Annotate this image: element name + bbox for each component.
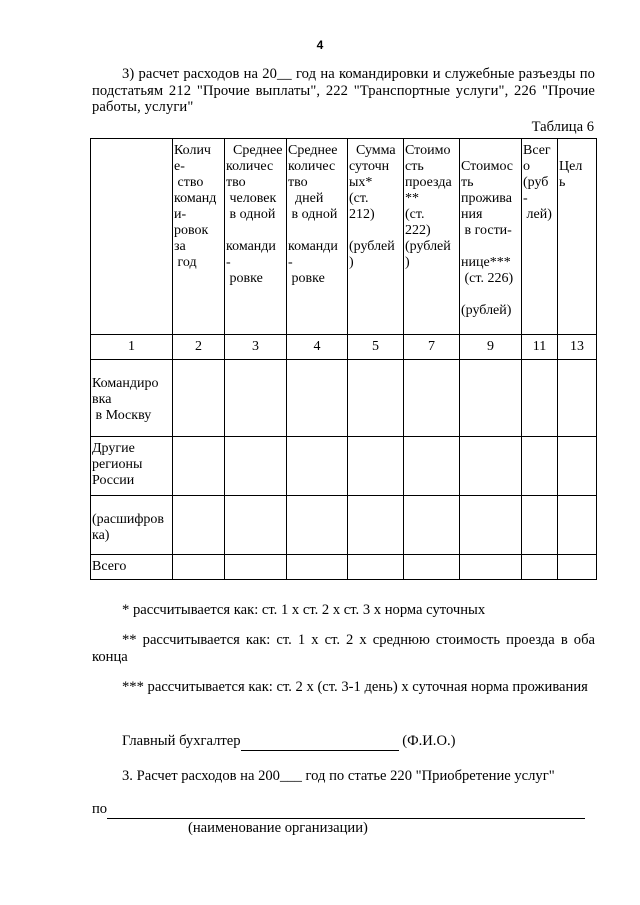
table-cell bbox=[287, 555, 348, 580]
intro-paragraph: 3) расчет расходов на 20__ год на командировки и служебные разъезды по подстатьям 212 "Прочие выплаты", 222 "Транспортные услуги", 226 "Прочие работы, услуги" bbox=[92, 66, 595, 115]
table-cell bbox=[460, 437, 522, 496]
table-cell bbox=[287, 360, 348, 437]
table-cell bbox=[287, 437, 348, 496]
header-cell: Колич е- ство команд и- ровок за год bbox=[173, 139, 225, 335]
table-cell bbox=[522, 437, 558, 496]
table-row bbox=[91, 437, 597, 496]
table-row bbox=[91, 555, 597, 580]
table-cell bbox=[460, 555, 522, 580]
header-cell: Цел ь bbox=[558, 139, 597, 335]
header-cell bbox=[91, 139, 173, 335]
table-cell bbox=[225, 437, 287, 496]
footnote-3: *** рассчитывается как: ст. 2 х (ст. 3-1 день) х суточная норма проживания bbox=[122, 679, 588, 695]
row-label: (расшифров ка) bbox=[91, 496, 173, 555]
page-number: 4 bbox=[316, 38, 324, 52]
table-cell bbox=[225, 360, 287, 437]
table-cell bbox=[404, 437, 460, 496]
footnote-2: ** рассчитывается как: ст. 1 х ст. 2 х среднюю стоимость проезда в оба конца bbox=[92, 632, 595, 665]
signature-blank bbox=[241, 733, 399, 751]
chief-accountant-label: Главный бухгалтер bbox=[122, 733, 241, 749]
header-cell: Стоимо сть проезда ** (ст. 222) (рублей ) bbox=[404, 139, 460, 335]
table-cell bbox=[404, 496, 460, 555]
table-cell bbox=[522, 496, 558, 555]
column-number: 9 bbox=[460, 335, 522, 360]
column-number: 1 bbox=[91, 335, 173, 360]
column-number-row bbox=[91, 335, 597, 360]
header-cell: Стоимос ть прожива ния в гости- нице*** (ст. 226) (рублей) bbox=[460, 139, 522, 335]
section-3-title: 3. Расчет расходов на 200___ год по статье 220 "Приобретение услуг" bbox=[122, 768, 555, 784]
column-number: 4 bbox=[287, 335, 348, 360]
table-cell bbox=[348, 360, 404, 437]
table-row bbox=[91, 496, 597, 555]
row-label: Другие регионы России bbox=[91, 437, 173, 496]
table-cell bbox=[522, 360, 558, 437]
column-number: 11 bbox=[522, 335, 558, 360]
org-prefix: по bbox=[92, 801, 108, 817]
table-cell bbox=[460, 496, 522, 555]
table-row bbox=[91, 360, 597, 437]
header-cell: Сумма суточн ых* (ст. 212) (рублей ) bbox=[348, 139, 404, 335]
expense-table bbox=[90, 138, 597, 580]
header-row bbox=[91, 139, 597, 335]
header-cell: Среднее количес тво человек в одной команди - ровке bbox=[225, 139, 287, 335]
table-cell bbox=[558, 555, 597, 580]
table-cell bbox=[173, 360, 225, 437]
table-caption: Таблица 6 bbox=[531, 119, 594, 135]
table-cell bbox=[404, 555, 460, 580]
header-cell: Среднее количес тво дней в одной команди - ровке bbox=[287, 139, 348, 335]
table-cell bbox=[225, 496, 287, 555]
chief-accountant-suffix: (Ф.И.О.) bbox=[402, 733, 456, 749]
org-caption: (наименование организации) bbox=[188, 820, 368, 836]
table-cell bbox=[404, 360, 460, 437]
org-line bbox=[92, 801, 592, 819]
row-label: Командиро вка в Москву bbox=[91, 360, 173, 437]
org-name-blank bbox=[107, 801, 585, 819]
table-cell bbox=[348, 555, 404, 580]
table-cell bbox=[558, 496, 597, 555]
table-cell bbox=[558, 360, 597, 437]
row-label: Всего bbox=[91, 555, 173, 580]
column-number: 5 bbox=[348, 335, 404, 360]
column-number: 3 bbox=[225, 335, 287, 360]
table-cell bbox=[173, 437, 225, 496]
column-number: 7 bbox=[404, 335, 460, 360]
table-cell bbox=[348, 496, 404, 555]
table-cell bbox=[287, 496, 348, 555]
table-cell bbox=[173, 555, 225, 580]
table-cell bbox=[558, 437, 597, 496]
table-cell bbox=[460, 360, 522, 437]
header-cell: Всег о (руб - лей) bbox=[522, 139, 558, 335]
column-number: 13 bbox=[558, 335, 597, 360]
table-cell bbox=[522, 555, 558, 580]
column-number: 2 bbox=[173, 335, 225, 360]
table-cell bbox=[173, 496, 225, 555]
table-cell bbox=[225, 555, 287, 580]
footnote-1: * рассчитывается как: ст. 1 х ст. 2 х ст. 3 х норма суточных bbox=[122, 602, 486, 618]
table-cell bbox=[348, 437, 404, 496]
chief-accountant-line bbox=[122, 733, 456, 751]
